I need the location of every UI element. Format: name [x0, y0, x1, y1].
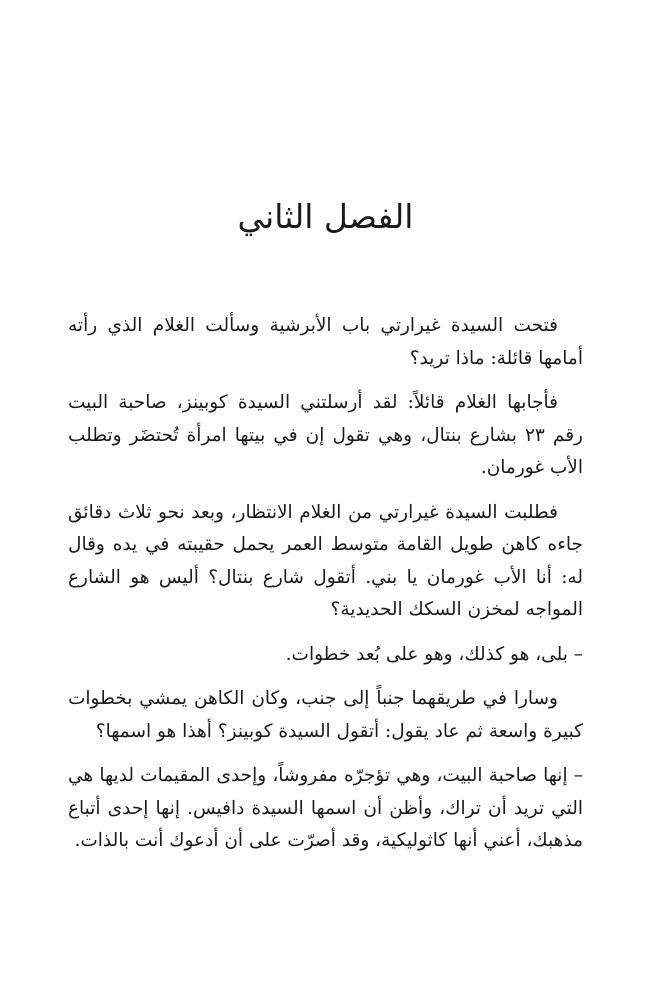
- paragraph-1: فتحت السيدة غيرارتي باب الأبرشية وسألت الغلام الذي رأته أمامها قائلة: ماذا تريد؟: [68, 315, 583, 369]
- chapter-title: الفصل الثاني: [237, 197, 414, 236]
- chapter-body: [68, 310, 583, 870]
- paragraph-2: فأجابها الغلام قائلاً: لقد أرسلتني السيدة كوبينز، صاحبة البيت رقم ٢٣ بشارع بنتال، وهي تقول إن في بيتها امرأة تُحتضَر وتطلب الأب غورمان.: [68, 392, 583, 478]
- paragraph-4: – بلى، هو كذلك، وهو على بُعد خطوات.: [285, 643, 583, 665]
- paragraph-5: وسارا في طريقهما جنباً إلى جنب، وكان الكاهن يمشي بخطوات كبيرة واسعة ثم عاد يقول: أتقول السيدة كوبينز؟ أهذا هو اسمها؟: [68, 688, 583, 742]
- paragraph-6: – إنها صاحبة البيت، وهي تؤجرّه مفروشاً، وإحدى المقيمات لديها هي التي تريد أن تراك، وأظن أن اسمها السيدة دافيس. إنها إحدى أتباع مذهبك، أعني أنها كاثوليكية، وقد أصرّت على أن أدعوك أنت بالذات.: [68, 765, 583, 851]
- paragraph-3: فطلبت السيدة غيرارتي من الغلام الانتظار، وبعد نحو ثلاث دقائق جاءه كاهن طويل القامة متوسط العمر يحمل حقيبته في يده وقال له: أنا الأب غورمان يا بني. أتقول شارع بنتال؟ أليس هو الشارع المواجه لمخزن السكك الحديدية؟: [68, 501, 583, 620]
